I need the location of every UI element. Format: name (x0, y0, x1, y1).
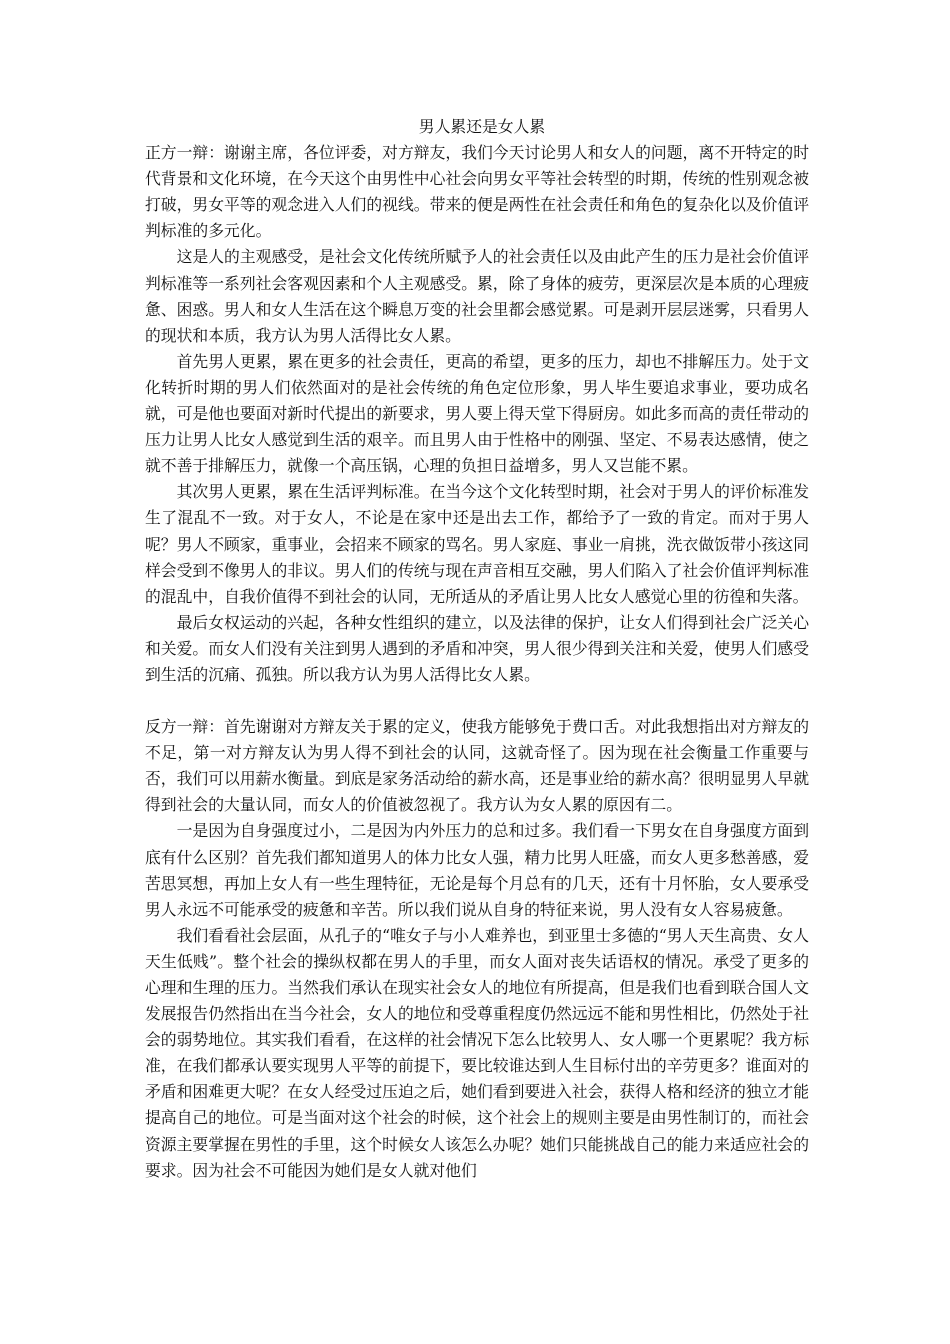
document-page (145, 114, 809, 1184)
section-spacer (145, 688, 809, 714)
paragraph-negative-opening: 反方一辩：首先谢谢对方辩友关于累的定义，使我方能够免于费口舌。对此我想指出对方辩友的不足，第一对方辩友认为男人得不到社会的认同，这就奇怪了。因为现在社会衡量工作重要与否，我们可以用薪水衡量。到底是家务活动给的薪水高，还是事业给的薪水高？很明显男人早就得到社会的大量认同，而女人的价值被忽视了。我方认为女人累的原因有二。 (145, 717, 809, 815)
paragraph-affirmative-opening: 正方一辩：谢谢主席，各位评委，对方辩友，我们今天讨论男人和女人的问题，离不开特定的时代背景和文化环境，在今天这个由男性中心社会向男女平等社会转型的时期，传统的性别观念被打破，男女平等的观念进入人们的视线。带来的便是两性在社会责任和角色的复杂化以及价值评判标准的多元化。 (145, 143, 809, 241)
paragraph: 最后女权运动的兴起，各种女性组织的建立，以及法律的保护，让女人们得到社会广泛关心和关爱。而女人们没有关注到男人遇到的矛盾和冲突，男人很少得到关注和关爱，使男人们感受到生活的沉痛、孤独。所以我方认为男人活得比女人累。 (145, 612, 809, 684)
paragraph: 首先男人更累，累在更多的社会责任，更高的希望，更多的压力，却也不排解压力。处于文化转折时期的男人们依然面对的是社会传统的角色定位形象，男人毕生要追求事业，要功成名就，可是他也要面对新时代提出的新要求，男人要上得天堂下得厨房。如此多而高的责任带动的压力让男人比女人感觉到生活的艰辛。而且男人由于性格中的刚强、坚定、不易表达感情，使之就不善于排解压力，就像一个高压锅，心理的负担日益增多，男人又岂能不累。 (145, 351, 809, 476)
paragraph: 这是人的主观感受，是社会文化传统所赋予人的社会责任以及由此产生的压力是社会价值评判标准等一系列社会客观因素和个人主观感受。累，除了身体的疲劳，更深层次是本质的心理疲惫、困惑。男人和女人生活在这个瞬息万变的社会里都会感觉累。可是剥开层层迷雾，只看男人的现状和本质，我方认为男人活得比女人累。 (145, 247, 809, 345)
document-title: 男人累还是女人累 (418, 117, 546, 136)
paragraph: 其次男人更累，累在生活评判标准。在当今这个文化转型时期，社会对于男人的评价标准发生了混乱不一致。对于女人，不论是在家中还是出去工作，都给予了一致的肯定。而对于男人呢？男人不顾家，重事业，会招来不顾家的骂名。男人家庭、事业一肩挑，洗衣做饭带小孩这同样会受到不像男人的非议。男人们的传统与现在声音相互交融，男人们陷入了社会价值评判标准的混乱中，自我价值得不到社会的认同，无所适从的矛盾让男人比女人感觉心里的彷徨和失落。 (145, 482, 809, 606)
paragraph: 一是因为自身强度过小，二是因为内外压力的总和过多。我们看一下男女在自身强度方面到底有什么区别？首先我们都知道男人的体力比女人强，精力比男人旺盛，而女人更多愁善感，爱苦思冥想，再加上女人有一些生理特征，无论是每个月总有的几天，还有十月怀胎，女人要承受男人永远不可能承受的疲惫和辛苦。所以我们说从自身的特征来说，男人没有女人容易疲惫。 (145, 821, 809, 919)
paragraph: 我们看看社会层面，从孔子的“唯女子与小人难养也，到亚里士多德的“男人天生高贵、女人天生低贱”。整个社会的操纵权都在男人的手里，而女人面对丧失话语权的情况。承受了更多的心理和生理的压力。当然我们承认在现实社会女人的地位有所提高，但是我们也看到联合国人文发展报告仍然指出在当今社会，女人的地位和受尊重程度仍然远远不能和男性相比，仍然处于社会的弱势地位。其实我们看看，在这样的社会情况下怎么比较男人、女人哪一个更累呢？我方标准，在我们都承认要实现男人平等的前提下，要比较谁达到人生目标付出的辛劳更多？谁面对的矛盾和困难更大呢？在女人经受过压迫之后，她们看到要进入社会，获得人格和经济的独立才能提高自己的地位。可是当面对这个社会的时候，这个社会上的规则主要是由男性制订的，而社会资源主要掌握在男性的手里，这个时候女人该怎么办呢？她们只能挑战自己的能力来适应社会的要求。因为社会不可能因为她们是女人就对他们 (145, 925, 809, 1180)
